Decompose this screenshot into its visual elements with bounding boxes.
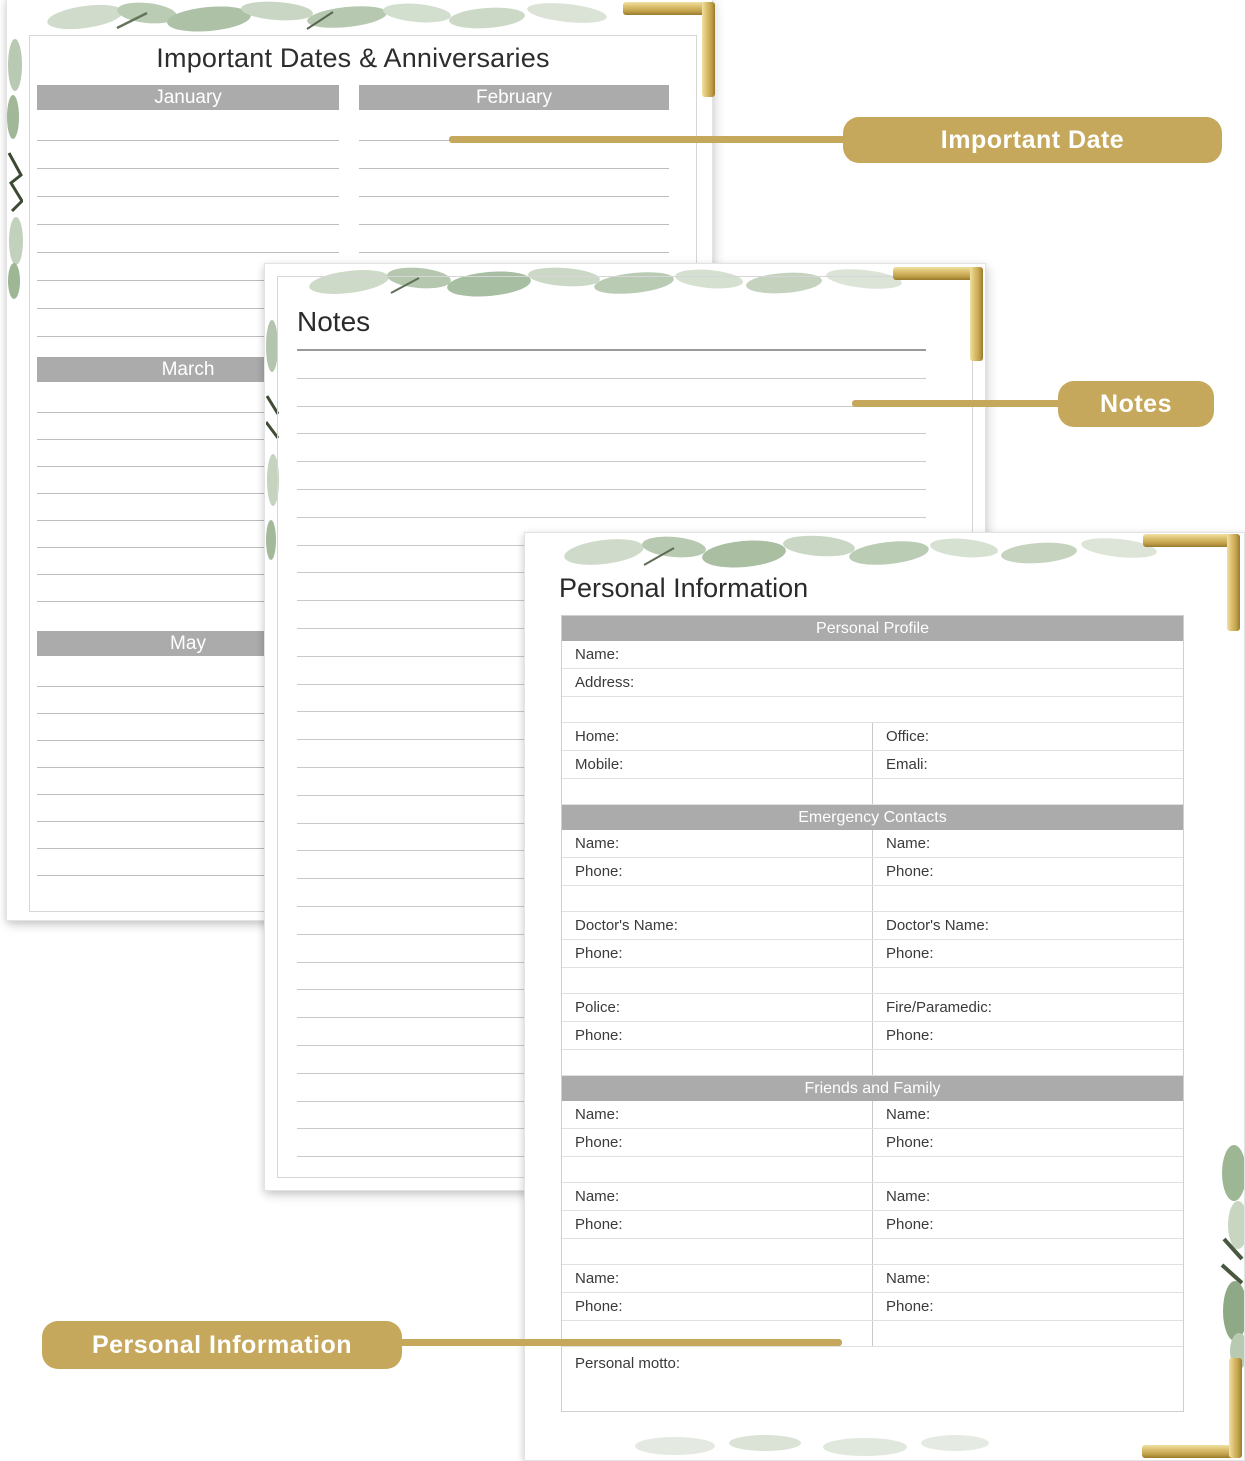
table-cell-label <box>562 968 873 993</box>
ruled-line <box>297 434 926 462</box>
table-cell-label: Phone: <box>562 1211 873 1238</box>
table-row-personal-motto <box>562 1347 1183 1411</box>
callout-notes: Notes <box>1058 381 1214 427</box>
table-row <box>562 1101 1183 1129</box>
table-cell-label <box>873 1157 1183 1182</box>
table-row <box>562 641 1183 669</box>
table-row <box>562 669 1183 697</box>
callout-line-important-date <box>449 136 851 143</box>
ruled-line <box>359 169 669 197</box>
table-cell-label <box>562 1157 873 1182</box>
callout-line-notes <box>852 400 1067 407</box>
personal-information-title: Personal Information <box>559 573 809 603</box>
table-cell-label: Phone: <box>886 1134 934 1151</box>
table-row <box>562 1183 1183 1211</box>
gold-corner-decoration <box>1143 534 1240 631</box>
table-row <box>562 1157 1183 1183</box>
table-row <box>562 1239 1183 1265</box>
greenery-decoration <box>615 1432 1015 1458</box>
table-cell-label <box>562 1050 873 1075</box>
table-cell-label <box>873 779 1183 804</box>
ruled-line <box>37 141 339 169</box>
ruled-line <box>37 225 339 253</box>
table-cell-label: Doctor's Name: <box>886 917 989 934</box>
table-cell-label <box>562 1239 873 1264</box>
table-row <box>562 940 1183 968</box>
callout-important-date: Important Date <box>843 117 1222 163</box>
table-cell-label: Home: <box>562 723 873 750</box>
ruled-line <box>37 110 339 141</box>
table-row <box>562 830 1183 858</box>
notes-title: Notes <box>297 306 371 337</box>
month-header: May <box>37 631 339 656</box>
table-cell-label: Doctor's Name: <box>562 912 873 939</box>
table-cell-label: Phone: <box>562 1022 873 1049</box>
month-header: January <box>37 85 339 110</box>
ruled-line <box>297 490 926 518</box>
table-cell-label: Phone: <box>562 1129 873 1156</box>
ruled-line <box>297 462 926 490</box>
table-cell-label: Name: <box>886 835 931 852</box>
table-section-header: Emergency Contacts <box>562 805 1183 830</box>
ruled-line <box>37 169 339 197</box>
table-section-header: Friends and Family <box>562 1076 1183 1101</box>
table-row <box>562 994 1183 1022</box>
table-cell-label <box>562 697 1183 722</box>
table-cell-label: Name: <box>886 1188 931 1205</box>
table-row <box>562 1022 1183 1050</box>
callout-personal-information: Personal Information <box>42 1321 402 1369</box>
table-row <box>562 723 1183 751</box>
table-row <box>562 1211 1183 1239</box>
gold-corner-decoration <box>1142 1358 1242 1458</box>
month-header: February <box>359 85 669 110</box>
table-row <box>562 1293 1183 1321</box>
table-section-header: Personal Profile <box>562 616 1183 641</box>
ruled-line <box>37 197 339 225</box>
table-row <box>562 912 1183 940</box>
greenery-decoration <box>1218 1143 1244 1368</box>
table-cell-label: Name: <box>886 1106 931 1123</box>
page-personal-information <box>524 532 1245 1461</box>
table-cell-label: Name: <box>562 1183 873 1210</box>
table-cell-label: Personal motto: <box>575 1355 681 1372</box>
table-row <box>562 751 1183 779</box>
ruled-line <box>359 141 669 169</box>
greenery-decoration <box>539 535 1179 571</box>
personal-information-table <box>561 615 1184 1412</box>
table-cell-label: Name: <box>575 646 620 663</box>
table-cell-label: Name: <box>886 1270 931 1287</box>
table-cell-label: Phone: <box>562 1293 873 1320</box>
table-row <box>562 968 1183 994</box>
table-row <box>562 1050 1183 1076</box>
table-cell-label: Address: <box>575 674 635 691</box>
table-cell-label: Office: <box>886 728 930 745</box>
greenery-decoration <box>7 35 23 299</box>
table-cell-label: Phone: <box>562 940 873 967</box>
table-cell-label <box>873 968 1183 993</box>
table-cell-label <box>562 886 873 911</box>
ruled-line <box>359 197 669 225</box>
table-cell-label: Name: <box>562 1265 873 1292</box>
table-cell-label: Police: <box>562 994 873 1021</box>
ruled-line <box>297 379 926 407</box>
table-cell-label <box>873 1321 1183 1346</box>
important-dates-title: Important Dates & Anniversaries <box>156 43 550 73</box>
table-cell-label: Phone: <box>886 945 934 962</box>
table-cell-label: Fire/Paramedic: <box>886 999 992 1016</box>
greenery-decoration <box>25 1 647 33</box>
table-row <box>562 697 1183 723</box>
table-row <box>562 886 1183 912</box>
table-row <box>562 1265 1183 1293</box>
table-cell-label <box>873 1050 1183 1075</box>
table-cell-label: Phone: <box>886 1216 934 1233</box>
table-row <box>562 858 1183 886</box>
ruled-line <box>359 225 669 253</box>
table-cell-label: Phone: <box>886 863 934 880</box>
table-cell-label: Name: <box>562 1101 873 1128</box>
ruled-line <box>297 351 926 379</box>
table-row <box>562 1129 1183 1157</box>
table-cell-label: Name: <box>562 830 873 857</box>
table-cell-label: Phone: <box>562 858 873 885</box>
table-cell-label: Phone: <box>886 1298 934 1315</box>
table-cell-label: Emali: <box>886 756 928 773</box>
table-cell-label <box>873 1239 1183 1264</box>
month-header: March <box>37 357 339 382</box>
gold-corner-decoration <box>893 267 983 361</box>
table-cell-label <box>873 886 1183 911</box>
table-cell-label: Phone: <box>886 1027 934 1044</box>
table-cell-label <box>562 779 873 804</box>
callout-line-personal-information <box>396 1339 842 1346</box>
table-row <box>562 779 1183 805</box>
ruled-line <box>297 407 926 435</box>
gold-corner-decoration <box>623 2 715 97</box>
table-cell-label: Mobile: <box>562 751 873 778</box>
